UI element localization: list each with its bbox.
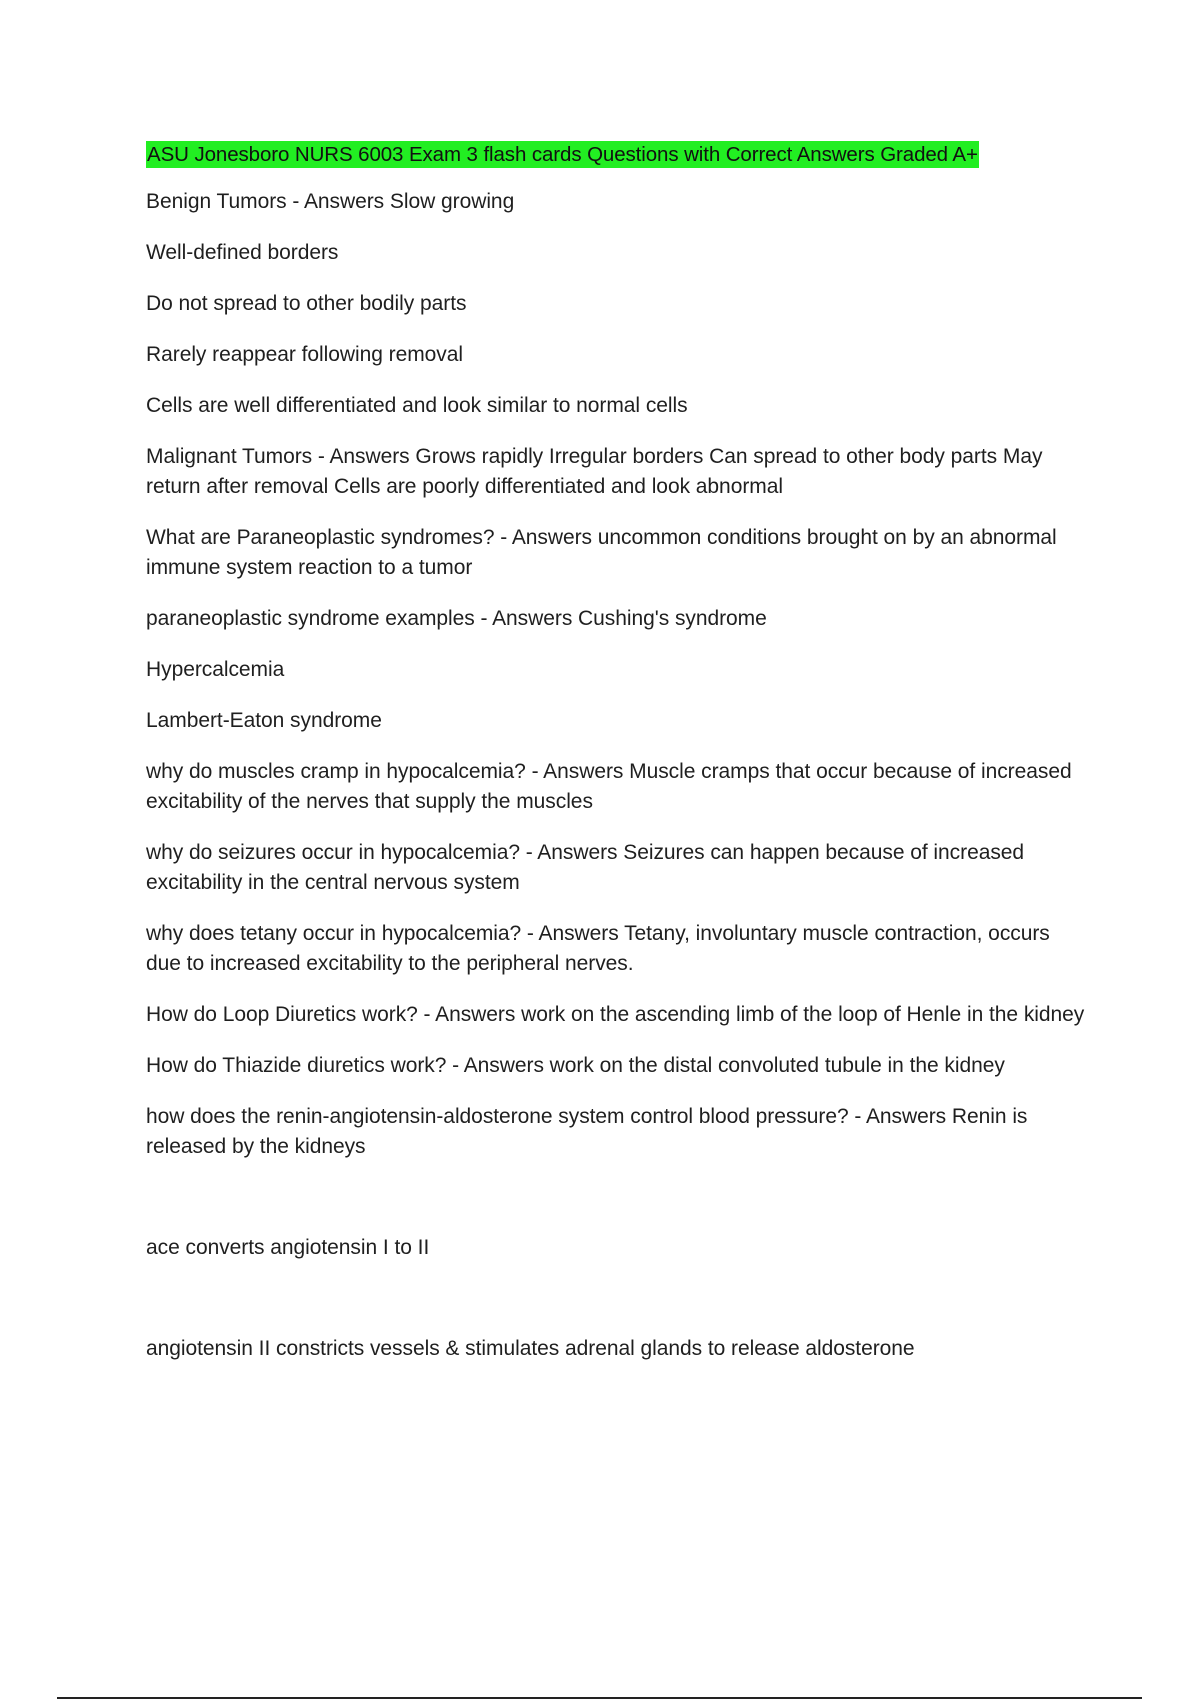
paragraph-seizures: why do seizures occur in hypocalcemia? - Answers Seizures can happen because of increased excitability in the central nervous system xyxy=(146,841,1025,894)
paragraph-muscle-cramps: why do muscles cramp in hypocalcemia? - Answers Muscle cramps that occur because of increased excitability of the nerves that supply the muscles xyxy=(146,760,1072,813)
paragraph-hypercalcemia: Hypercalcemia xyxy=(146,658,285,681)
document-title: ASU Jonesboro NURS 6003 Exam 3 flash cards Questions with Correct Answers Graded A+ xyxy=(147,143,978,166)
paragraph-thiazide-diuretics: How do Thiazide diuretics work? - Answers work on the distal convoluted tubule in the kidney xyxy=(146,1054,1005,1077)
paragraph-ace-converts: ace converts angiotensin I to II xyxy=(146,1236,430,1259)
paragraph-lambert-eaton: Lambert-Eaton syndrome xyxy=(146,709,382,732)
footer-divider xyxy=(57,1697,1142,1699)
paragraph-raas: how does the renin-angiotensin-aldosterone system control blood pressure? - Answers Renin is released by the kidneys xyxy=(146,1105,1028,1158)
paragraph-rarely-reappear: Rarely reappear following removal xyxy=(146,343,464,366)
paragraph-paraneoplastic-examples: paraneoplastic syndrome examples - Answers Cushing's syndrome xyxy=(146,607,767,630)
blank-spacer xyxy=(146,1284,1086,1334)
paragraph-do-not-spread: Do not spread to other bodily parts xyxy=(146,292,467,315)
paragraph-angiotensin-ii: angiotensin II constricts vessels & stimulates adrenal glands to release aldosterone xyxy=(146,1337,915,1360)
paragraph-benign-tumors: Benign Tumors - Answers Slow growing xyxy=(146,190,515,213)
paragraph-tetany: why does tetany occur in hypocalcemia? - Answers Tetany, involuntary muscle contraction, occurs due to increased excitability to the peripheral nerves. xyxy=(146,922,1050,975)
paragraph-well-defined-borders: Well-defined borders xyxy=(146,241,339,264)
paragraph-malignant-tumors: Malignant Tumors - Answers Grows rapidly Irregular borders Can spread to other body parts May return after removal Cells are poorly differentiated and look abnormal xyxy=(146,445,1043,498)
paragraph-loop-diuretics: How do Loop Diuretics work? - Answers work on the ascending limb of the loop of Henle in the kidney xyxy=(146,1003,1085,1026)
paragraph-cells-well-differentiated: Cells are well differentiated and look similar to normal cells xyxy=(146,394,688,417)
paragraph-paraneoplastic-syndromes: What are Paraneoplastic syndromes? - Answers uncommon conditions brought on by an abnormal immune system reaction to a tumor xyxy=(146,526,1057,579)
document-content xyxy=(146,140,1086,1385)
title-wrapper xyxy=(146,140,1086,170)
blank-spacer xyxy=(146,1183,1086,1233)
